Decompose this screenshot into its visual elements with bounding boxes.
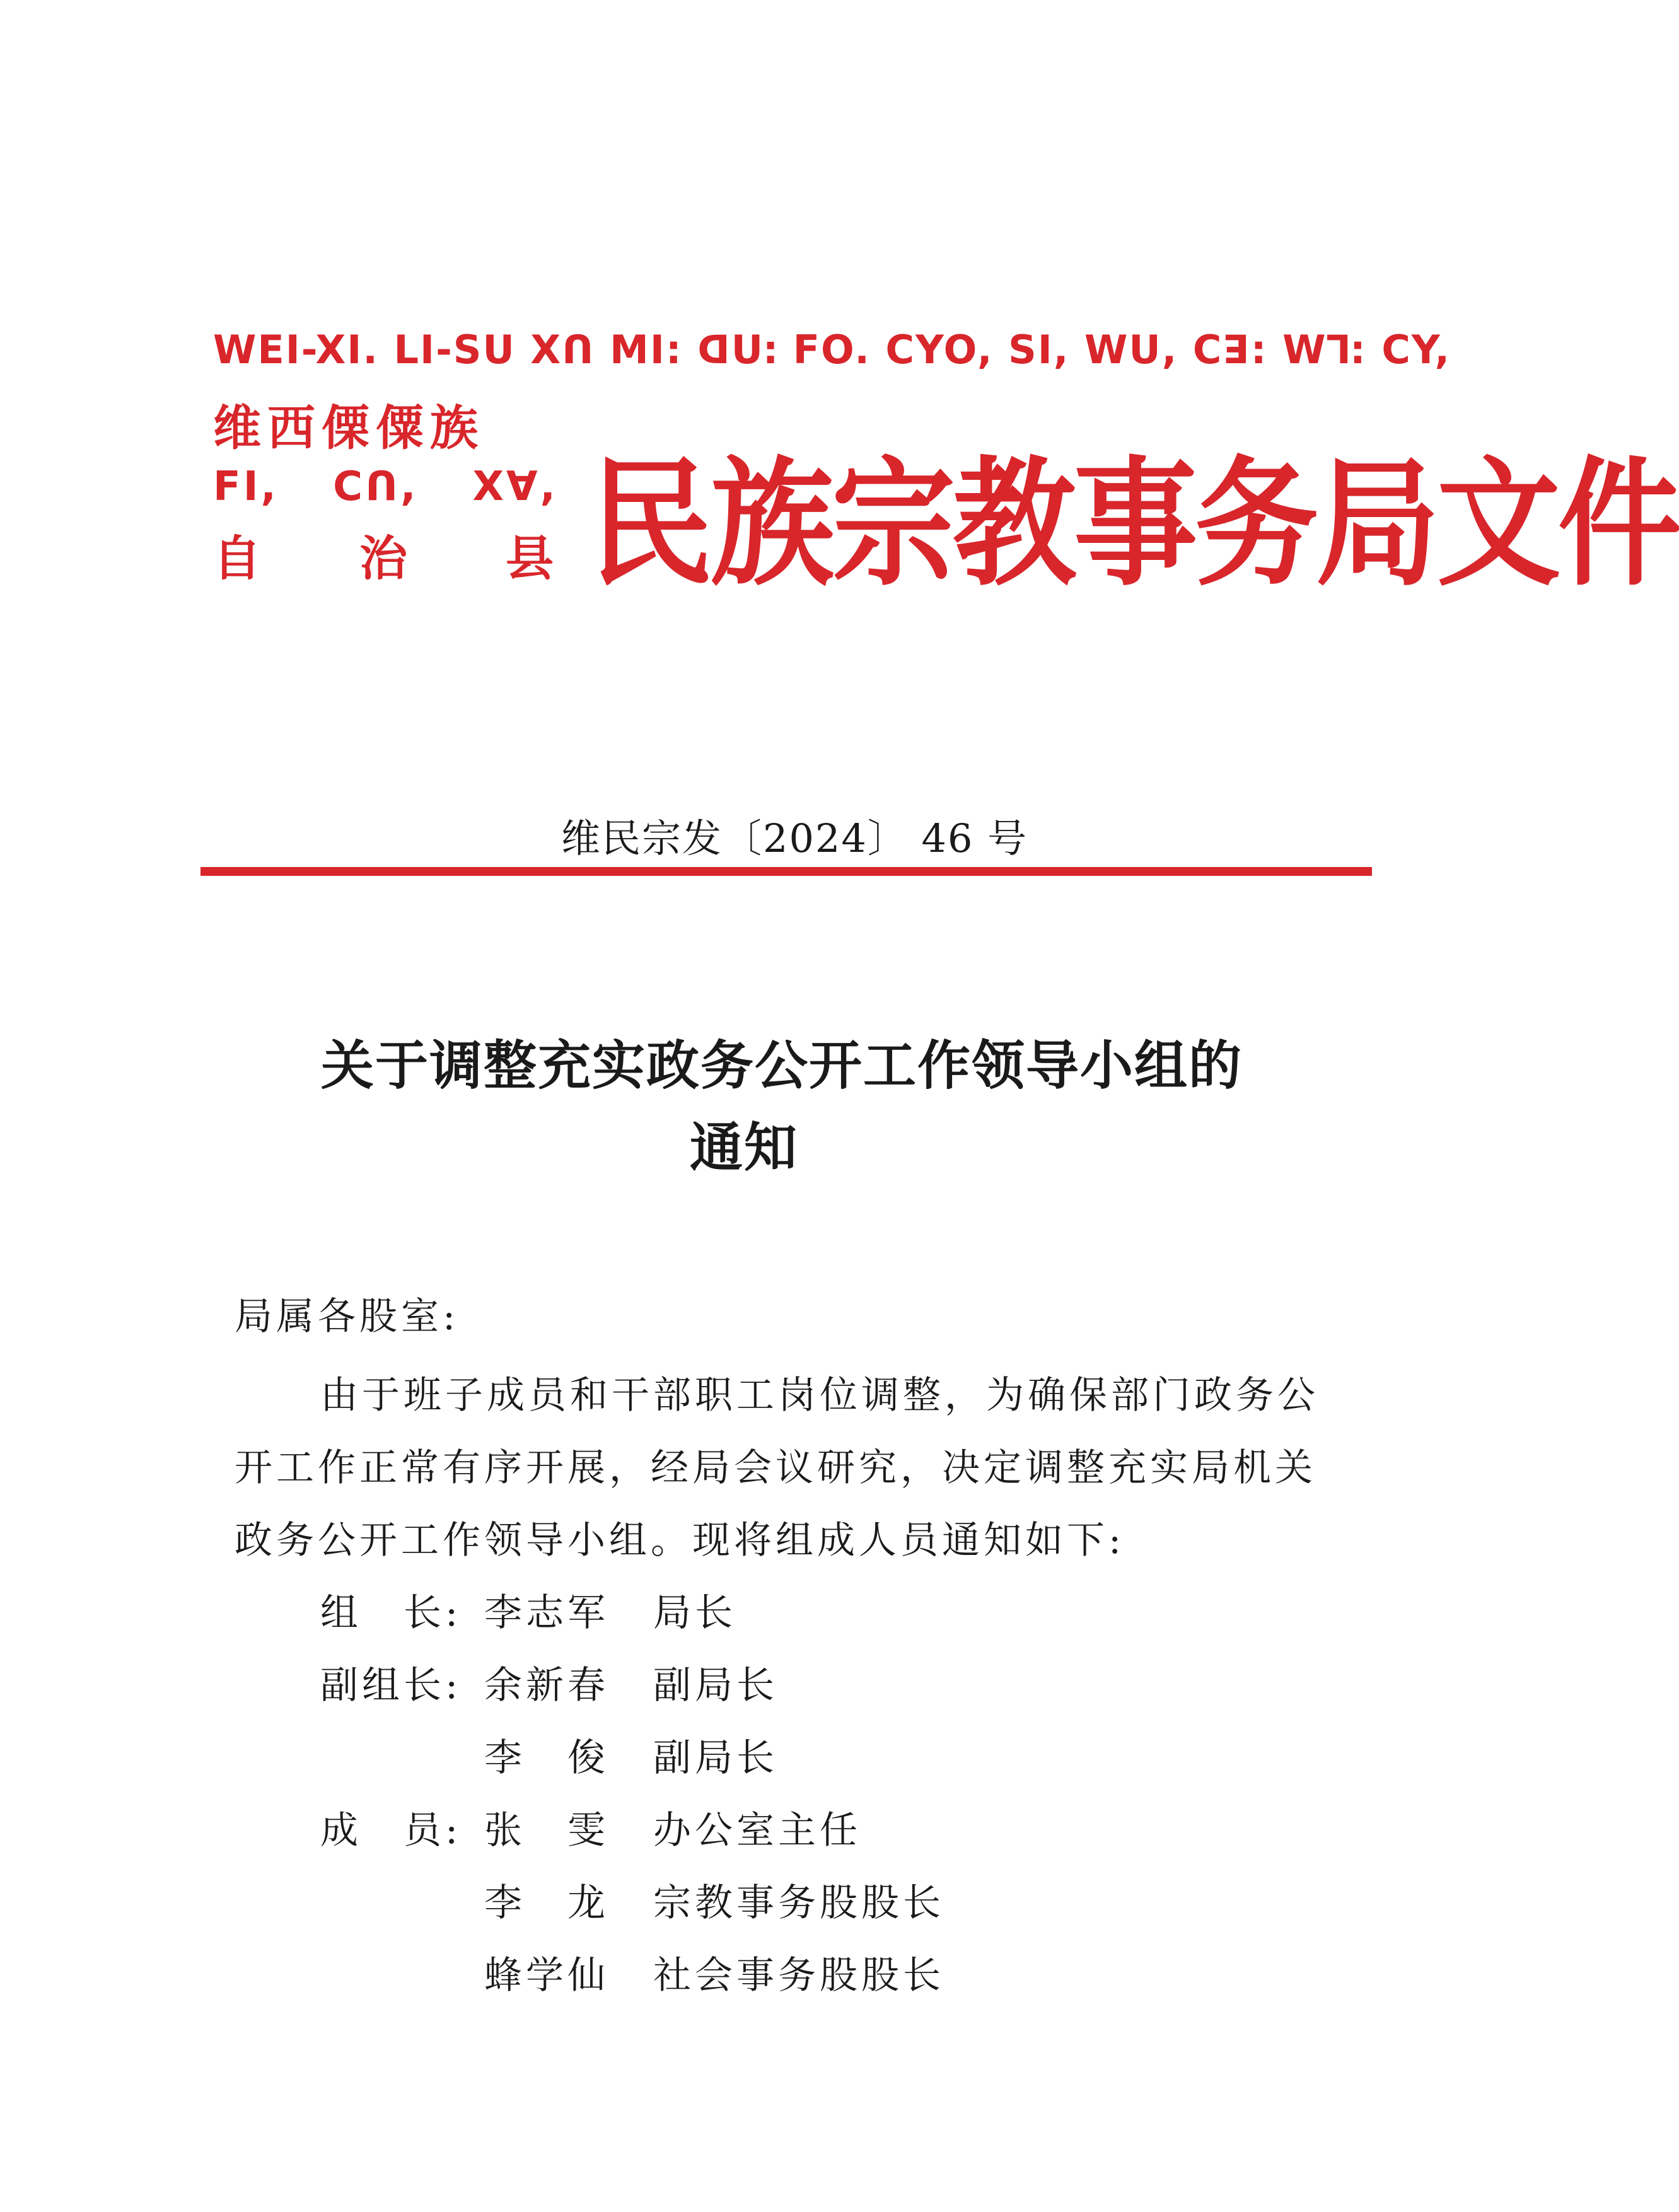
member-title: 社会事务股股长	[653, 1953, 944, 1998]
member-row	[320, 1945, 944, 2000]
lisu-abbreviation: FI, Cꓵ, Xꓯ,	[213, 463, 558, 510]
member-role: 成 员:	[320, 1808, 462, 1853]
member-title: 副局长	[653, 1663, 778, 1708]
member-row	[320, 1800, 861, 1854]
notice-title-line-1: 关于调整充实政务公开工作领导小组的	[320, 1034, 1243, 1097]
member-title: 局长	[653, 1591, 736, 1635]
red-separator-line	[200, 867, 1372, 876]
member-name: 余新春	[484, 1663, 609, 1708]
member-row	[320, 1583, 736, 1637]
paragraph-line: 政务公开工作领导小组。现将组成人员通知如下:	[235, 1518, 1125, 1563]
member-role: 组 长:	[320, 1591, 462, 1635]
lisu-header-line: WEI-XI. LI-SU Xꓵ MI: ꓷUꓽ FO. CYO, SI, WU, Cꓱ: Wꓶ: CY,	[213, 327, 1451, 373]
member-role: 副组长:	[320, 1663, 462, 1708]
county-suffix-char: 治	[359, 530, 407, 586]
county-suffix-char: 自	[213, 530, 261, 586]
notice-title	[0, 1025, 1564, 1189]
addressee: 局属各股室:	[235, 1295, 460, 1339]
member-title: 副局长	[653, 1736, 778, 1780]
member-name: 蜂学仙	[484, 1953, 609, 1998]
county-suffix-char: 县	[506, 530, 554, 586]
county-name: 维西傈僳族	[213, 400, 484, 456]
member-name: 李志军	[484, 1591, 609, 1635]
member-title: 宗教事务股股长	[653, 1881, 944, 1925]
paragraph-line: 开工作正常有序开展，经局会议研究，决定调整充实局机关	[235, 1446, 1316, 1490]
member-name: 李 俊	[484, 1736, 609, 1780]
notice-title-line-2: 通知	[689, 1116, 798, 1179]
member-row	[320, 1873, 944, 1927]
document-header-title: 民族宗教事务局文件	[590, 443, 1679, 605]
member-row	[320, 1655, 778, 1709]
member-name: 李 龙	[484, 1881, 609, 1925]
member-title: 办公室主任	[653, 1808, 861, 1853]
member-row	[320, 1728, 778, 1782]
document-number: 维民宗发〔2024〕 46 号	[561, 815, 1028, 861]
county-suffix	[213, 520, 652, 589]
member-name: 张 雯	[484, 1808, 609, 1853]
paragraph-line: 由于班子成员和干部职工岗位调整，为确保部门政务公	[320, 1373, 1319, 1417]
